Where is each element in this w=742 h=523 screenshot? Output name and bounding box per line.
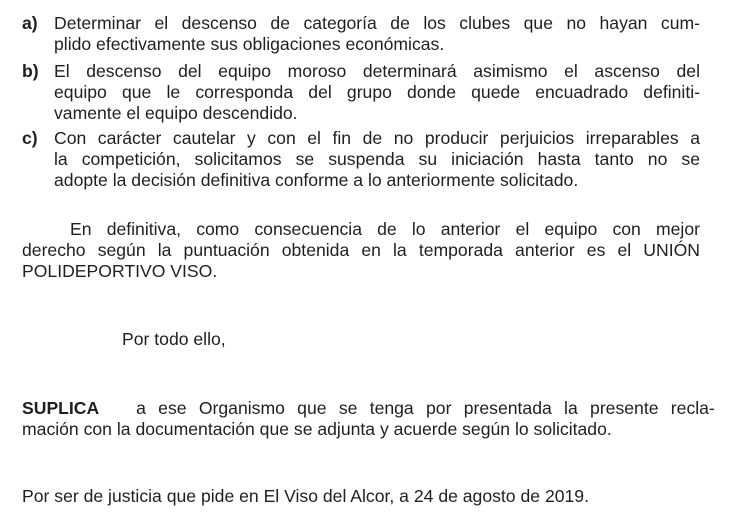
definitiva-paragraph (22, 219, 700, 282)
list-item-c (22, 128, 700, 191)
list-item-text (54, 13, 700, 55)
suplica-first-line-text: a ese Organismo que se tenga por presentada la presente recla- (136, 398, 715, 418)
final-line: Por ser de justicia que pide en El Viso del Alcor, a 24 de agosto de 2019. (22, 486, 589, 506)
text-line: En definitiva, como consecuencia de lo anterior el equipo con mejor (70, 219, 700, 239)
text-line: derecho según la puntuación obtenida en la temporada anterior es el UNIÓN (22, 240, 700, 260)
text-line: la competición, solicitamos se suspenda su iniciación hasta tanto no se (54, 149, 700, 169)
text-line: vamente el equipo descendido. (54, 103, 298, 123)
list-item-text (54, 61, 700, 124)
list-item-text (54, 128, 700, 191)
list-marker: b) (22, 61, 39, 81)
text-line: plido efectivamente sus obligaciones económicas. (54, 34, 445, 54)
list-marker: a) (22, 13, 38, 33)
text-line: equipo que le corresponda del grupo donde quede encuadrado definiti- (54, 82, 700, 102)
text-line: POLIDEPORTIVO VISO. (22, 261, 218, 281)
text-line: El descenso del equipo moroso determinará asimismo el ascenso del (54, 61, 700, 81)
list-item-a (22, 13, 700, 55)
suplica-paragraph (22, 398, 715, 440)
text-line: Determinar el descenso de categoría de los clubes que no hayan cum- (54, 13, 700, 33)
suplica-first-line (22, 398, 715, 419)
text-line: adopte la decisión definitiva conforme a lo anteriormente solicitado. (54, 170, 579, 190)
suplica-second-line: mación con la documentación que se adjunta y acuerde según lo solicitado. (22, 419, 612, 439)
closing-line: Por todo ello, (122, 329, 226, 349)
text-line: Con carácter cautelar y con el fin de no producir perjuicios irreparables a (54, 128, 700, 148)
list-marker: c) (22, 128, 38, 148)
suplica-keyword: SUPLICA (22, 398, 100, 418)
list-item-b (22, 61, 700, 124)
